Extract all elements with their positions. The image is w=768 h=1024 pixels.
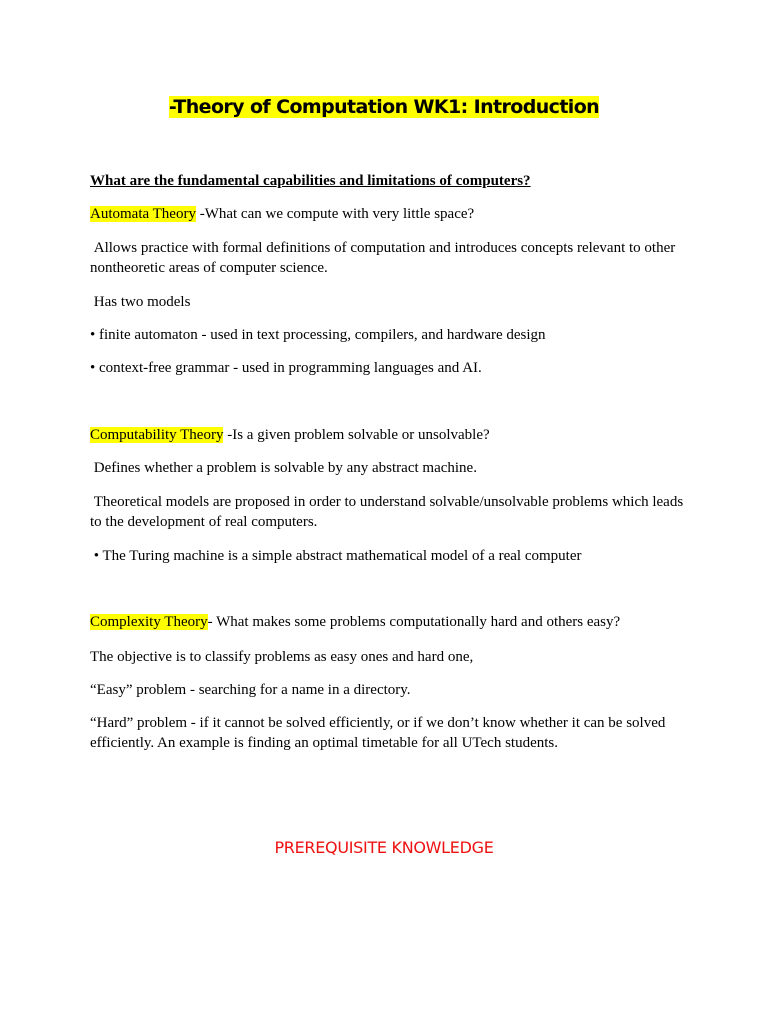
page-title: [0, 93, 768, 121]
automata-heading-line: [90, 204, 690, 224]
automata-term: Automata Theory: [90, 206, 196, 222]
computability-heading-line: [90, 425, 690, 445]
prerequisite-heading: PREREQUISITE KNOWLEDGE: [274, 838, 494, 857]
complexity-lead: - What makes some problems computationally hard and others easy?: [207, 614, 621, 630]
complexity-hard: “Hard” problem - if it cannot be solved efficiently, or if we don’t know whether it can be solved efficiently. An example is finding an optimal timetable for all UTech students.: [90, 715, 670, 751]
complexity-heading-line: [90, 612, 690, 632]
automata-models-intro: Has two models: [90, 294, 191, 310]
computability-bullet-turing: • The Turing machine is a simple abstract mathematical model of a real computer: [90, 548, 582, 564]
complexity-easy: “Easy” problem - searching for a name in a directory.: [90, 682, 411, 698]
automata-bullet-cfg: • context-free grammar - used in programming languages and AI.: [90, 360, 482, 376]
computability-description-1: Defines whether a problem is solvable by any abstract machine.: [90, 460, 477, 476]
computability-description-2: Theoretical models are proposed in order to understand solvable/unsolvable problems which leads to the development of real computers.: [90, 494, 687, 530]
complexity-term: Complexity Theory: [90, 614, 208, 630]
complexity-objective: The objective is to classify problems as easy ones and hard one,: [90, 649, 474, 665]
automata-lead: -What can we compute with very little space?: [195, 206, 475, 222]
section-question: What are the fundamental capabilities and limitations of computers?: [90, 173, 531, 189]
computability-term: Computability Theory: [90, 427, 224, 443]
automata-bullet-finite: • finite automaton - used in text processing, compilers, and hardware design: [90, 327, 546, 343]
computability-lead: -Is a given problem solvable or unsolvable?: [223, 427, 490, 443]
automata-description: Allows practice with formal definitions of computation and introduces concepts relevant to other nontheoretic areas of computer science.: [90, 240, 679, 276]
title-text: -Theory of Computation WK1: Introduction: [168, 96, 600, 118]
